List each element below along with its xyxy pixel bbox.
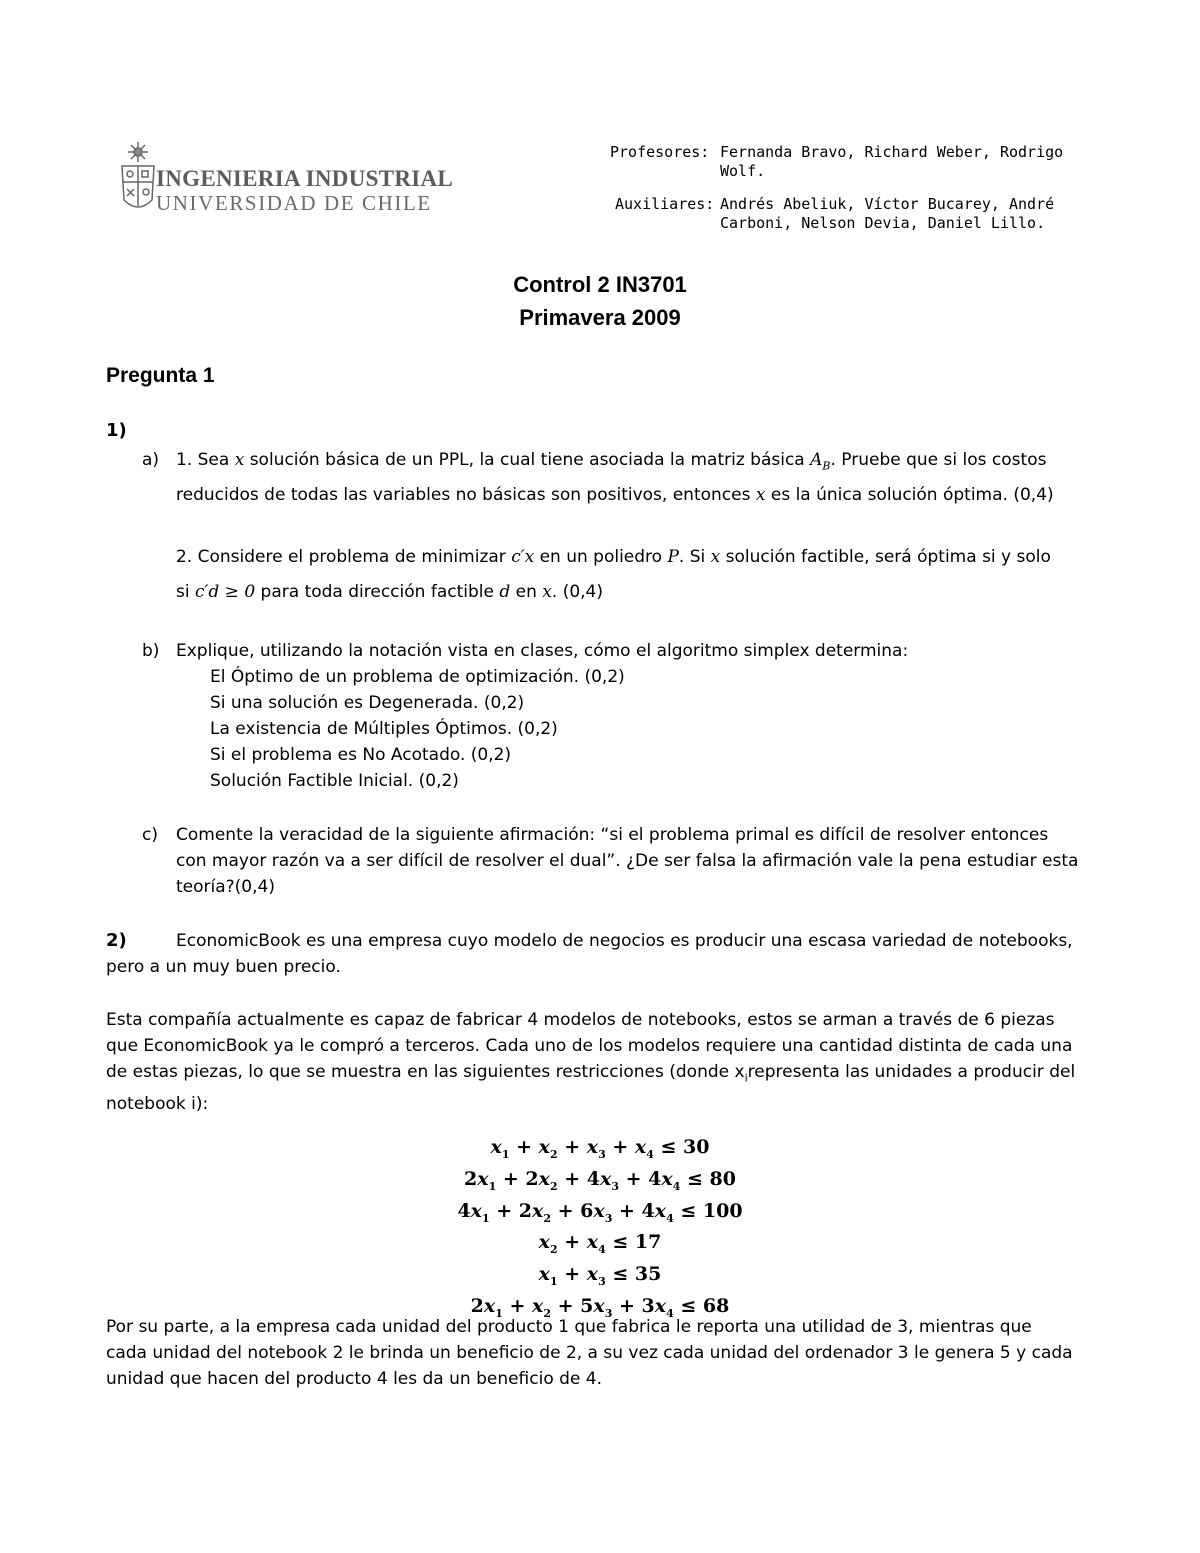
a1-text-4: reducidos de todas las variables no básicas son positivos, entonces	[176, 485, 751, 505]
a1-text-1: 1. Sea	[176, 450, 230, 470]
a2-text-4: solución factible, será óptima si y solo	[725, 547, 1051, 567]
part-2-final-paragraph	[106, 1314, 1094, 1392]
constraint-3: $4x_1 + 2x_2 + 6x_3 + 4x_4 \le 100$	[457, 1199, 743, 1225]
item-c-line-2: con mayor razón va a ser difícil de resolver el dual”. ¿De ser falsa la afirmación vale la pena estudiar esta	[176, 851, 1079, 871]
constraint-1: $x_1 + x_2 + x_3 + x_4 \le 30$	[490, 1136, 710, 1161]
auxiliares-names-line-1: Andrés Abeliuk, Víctor Bucarey, André	[720, 195, 1055, 213]
profesores-names-line-2: Wolf.	[720, 162, 766, 180]
item-c-line-1: Comente la veracidad de la siguiente afirmación: “si el problema primal es difícil de resolver entonces	[176, 825, 1049, 845]
a1-text-2: solución básica de un PPL, la cual tiene asociada la matriz básica	[249, 450, 805, 470]
item-a2-line-2	[176, 579, 603, 605]
constraint-5: $x_1 + x_3 \le 35$	[538, 1263, 662, 1288]
a2-text-5: si	[176, 582, 190, 602]
exam-term: Primavera 2009	[519, 305, 681, 330]
profesores-names-line-1: Fernanda Bravo, Richard Weber, Rodrigo	[720, 143, 1064, 161]
list-item: La existencia de Múltiples Óptimos. (0,2)	[210, 719, 558, 739]
a2-text-1: 2. Considere el problema de minimizar	[176, 547, 506, 567]
math-x: x	[755, 485, 766, 505]
final-line-1: Por su parte, a la empresa cada unidad del producto 1 que fabrica le reporta una utilidad de 3, mientras que	[106, 1317, 1032, 1337]
university-logo	[106, 140, 454, 220]
part-2-intro-line-1: EconomicBook es una empresa cuyo modelo de negocios es producir una escasa variedad de notebooks,	[176, 931, 1073, 951]
paragraph-line-3: de estas piezas, lo que se muestra en las siguientes restricciones (donde $x_irepresenta$ las unidades a producir del	[106, 1062, 1076, 1085]
item-c-line-3: teoría?(0,4)	[176, 877, 275, 897]
constraint-4: $x_2 + x_4 \le 17$	[538, 1231, 662, 1257]
item-b-list	[210, 664, 625, 794]
a2-text-6: para toda dirección factible	[260, 582, 494, 602]
logo-line-1: INGENIERIA INDUSTRIAL	[156, 166, 454, 191]
paragraph-line-1: Esta compañía actualmente es capaz de fabricar 4 modelos de notebooks, estos se arman a través de 6 piezas	[106, 1010, 1055, 1030]
final-line-2: cada unidad del notebook 2 le brinda un beneficio de 2, a su vez cada unidad del ordenador 3 le genera 5 y cada	[106, 1343, 1073, 1363]
a1-text-3: . Pruebe que si los costos	[830, 450, 1047, 470]
item-c-label: c)	[142, 825, 158, 845]
a2-text-2: en un poliedro	[539, 547, 663, 567]
math-cd: c′d ≥ 0	[195, 582, 256, 602]
list-item: Solución Factible Inicial. (0,2)	[210, 771, 459, 791]
part-1-number: 1)	[106, 420, 127, 441]
math-cx: c′x	[511, 547, 535, 567]
logo-emblem-icon	[116, 140, 160, 216]
question-heading: Pregunta 1	[106, 364, 215, 387]
list-item: El Óptimo de un problema de optimización. (0,2)	[210, 667, 625, 687]
profesores-label: Profesores:	[610, 143, 710, 161]
constraint-system	[0, 1135, 1200, 1326]
auxiliares-names-line-2: Carboni, Nelson Devia, Daniel Lillo.	[720, 214, 1046, 232]
math-x: x	[710, 547, 721, 567]
math-AB: $A_B$	[810, 450, 831, 473]
a2-text-3: . Si	[678, 547, 706, 567]
math-d: d	[499, 582, 511, 602]
part-2-number: 2)	[106, 930, 127, 951]
item-a1-line-2	[176, 482, 1054, 508]
math-x: x	[542, 582, 552, 602]
item-c-text	[176, 822, 1092, 900]
a1-text-5: es la única solución óptima. (0,4)	[770, 485, 1054, 505]
auxiliares-label: Auxiliares:	[615, 195, 715, 213]
item-a-label: a)	[142, 450, 160, 470]
list-item: Si el problema es No Acotado. (0,2)	[210, 745, 512, 765]
exam-title: Control 2 IN3701	[513, 272, 687, 297]
item-a2-line-1	[176, 544, 1051, 570]
final-line-3: unidad que hacen del producto 4 les da un beneficio de 4.	[106, 1369, 603, 1389]
part-2-intro-line-2: pero a un muy buen precio.	[106, 957, 341, 977]
logo-line-2: UNIVERSIDAD DE CHILE	[156, 191, 432, 215]
a2-text-8: . (0,4)	[551, 582, 603, 602]
part-2-paragraph	[106, 1007, 1094, 1117]
paragraph-line-2: que EconomicBook ya le compró a terceros. Cada uno de los modelos requiere una cantidad distinta de cada una	[106, 1036, 1073, 1056]
item-a1-line-1	[176, 447, 1046, 479]
paragraph-line-4: notebook i):	[106, 1094, 209, 1115]
a2-text-7: en	[515, 582, 537, 602]
constraint-2: $2x_1 + 2x_2 + 4x_3 + 4x_4 \le 80$	[464, 1167, 736, 1193]
constraint-6: $2x_1 + x_2 + 5x_3 + 3x_4 \le 68$	[470, 1294, 730, 1320]
math-x: x	[234, 450, 245, 470]
item-b-intro: Explique, utilizando la notación vista en clases, cómo el algoritmo simplex determina:	[176, 641, 909, 661]
item-b-label: b)	[142, 641, 160, 661]
math-P: P	[667, 547, 679, 567]
list-item: Si una solución es Degenerada. (0,2)	[210, 693, 525, 713]
